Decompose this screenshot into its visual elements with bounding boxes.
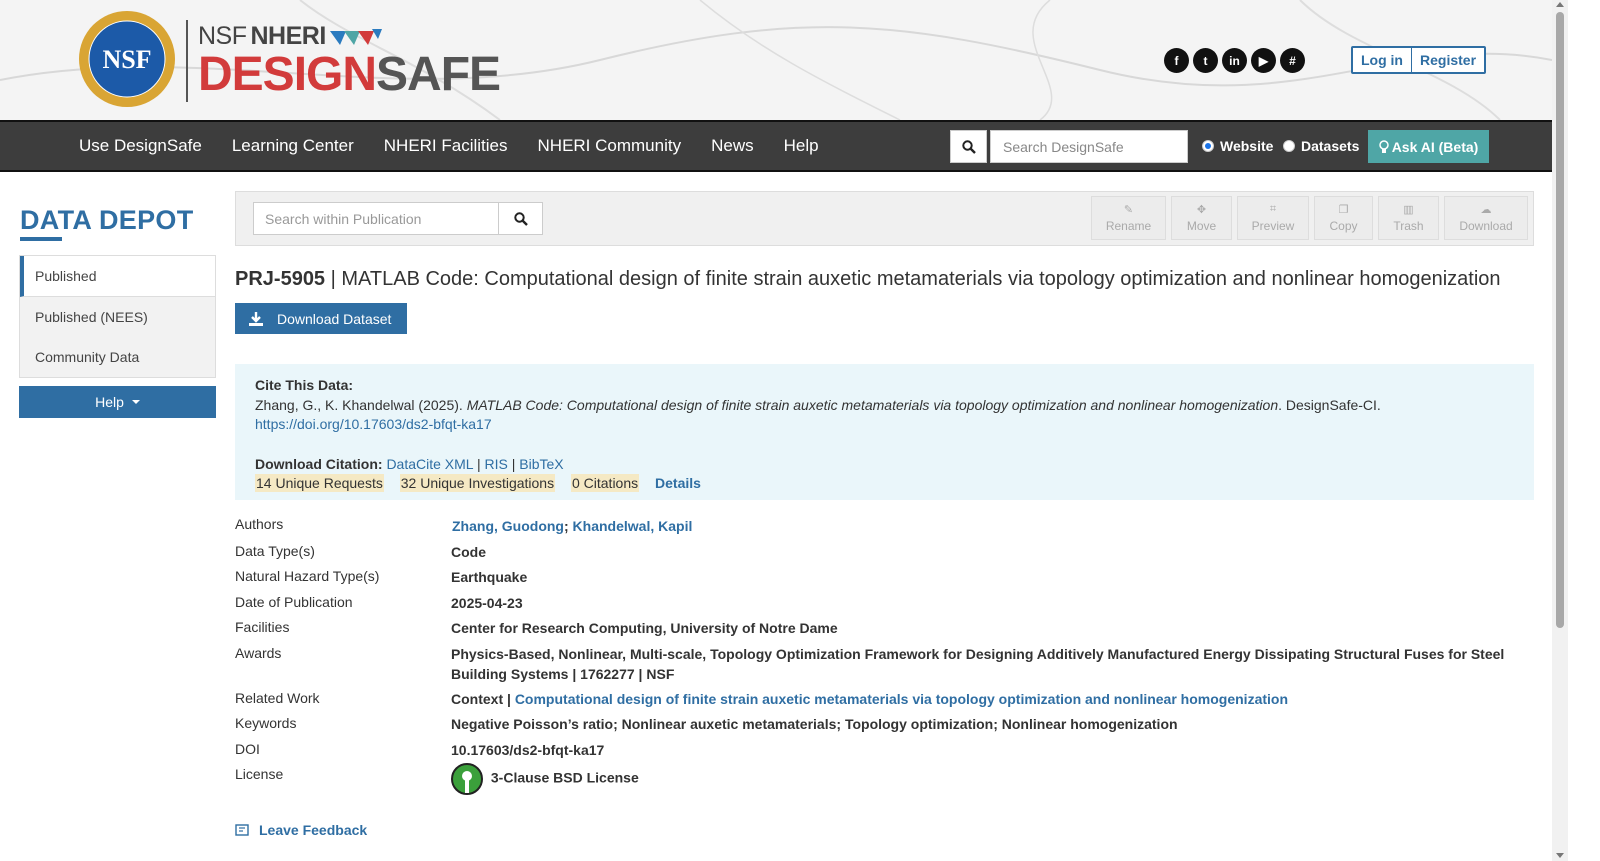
open-source-icon bbox=[451, 763, 483, 795]
scroll-down-arrow-icon[interactable] bbox=[1556, 853, 1564, 858]
main-navbar bbox=[0, 120, 1552, 172]
radio-datasets-label: Datasets bbox=[1301, 138, 1360, 154]
download-dataset-label: Download Dataset bbox=[277, 310, 392, 327]
auth-buttons bbox=[1351, 46, 1486, 74]
register-button[interactable]: Register bbox=[1420, 52, 1477, 68]
trash-label: Trash bbox=[1393, 219, 1424, 233]
meta-keywords-label: Keywords bbox=[235, 715, 297, 731]
metric-unique-investigations: 32 Unique Investigations bbox=[400, 475, 555, 491]
radio-website[interactable] bbox=[1202, 138, 1273, 154]
citation-box bbox=[235, 364, 1534, 500]
cite-label: Cite This Data: bbox=[255, 377, 354, 393]
download-icon bbox=[249, 312, 263, 326]
page-scrollbar[interactable] bbox=[1552, 0, 1568, 861]
metric-citations: 0 Citations bbox=[571, 475, 639, 491]
move-icon: ✥ bbox=[1196, 204, 1207, 216]
datacite-xml-link[interactable]: DataCite XML bbox=[386, 455, 474, 472]
cloud-download-icon: ☁ bbox=[1480, 204, 1492, 216]
meta-doi-value: 10.17603/ds2-bfqt-ka17 bbox=[451, 742, 605, 758]
trash-button[interactable] bbox=[1378, 196, 1439, 240]
logo-separator bbox=[186, 20, 188, 102]
nsf-logo[interactable] bbox=[78, 10, 176, 108]
designsafe-logo[interactable] bbox=[198, 22, 501, 101]
meta-keywords-value: Negative Poisson’s ratio; Nonlinear auxetic metamaterials; Topology optimization; Nonlinear homogenization bbox=[451, 716, 1178, 732]
binoculars-icon: ⌗ bbox=[1269, 203, 1277, 215]
ask-ai-button[interactable] bbox=[1368, 130, 1489, 163]
meta-facilities-value: Center for Research Computing, University of Notre Dame bbox=[451, 620, 838, 636]
slack-icon[interactable]: # bbox=[1280, 48, 1305, 73]
copy-icon: ❐ bbox=[1338, 204, 1349, 216]
meta-awards-label: Awards bbox=[235, 645, 282, 661]
bibtex-link[interactable]: BibTeX bbox=[519, 455, 564, 472]
meta-license-value bbox=[451, 763, 1511, 795]
nheri-waves-icon bbox=[330, 27, 382, 47]
sidebar-item-community-data[interactable]: Community Data bbox=[35, 349, 140, 365]
brand-nheri: NHERI bbox=[250, 22, 326, 50]
meta-related-value bbox=[451, 690, 1511, 710]
meta-hazard-value: Earthquake bbox=[451, 569, 528, 585]
copy-label: Copy bbox=[1329, 219, 1358, 233]
meta-authors-value: Zhang, Guodong; Khandelwal, Kapil bbox=[452, 518, 693, 534]
meta-date-label: Date of Publication bbox=[235, 594, 353, 610]
radio-website-label: Website bbox=[1220, 138, 1274, 154]
citation-doi-link[interactable]: https://doi.org/10.17603/ds2-bfqt-ka17 bbox=[255, 416, 492, 432]
author-link[interactable]: Zhang, Guodong bbox=[452, 518, 564, 534]
download-citation-label: Download Citation: bbox=[255, 455, 383, 472]
preview-label: Preview bbox=[1251, 219, 1295, 233]
scroll-up-arrow-icon[interactable] bbox=[1556, 2, 1564, 7]
metrics-details-link[interactable]: Details bbox=[655, 475, 701, 491]
scroll-thumb[interactable] bbox=[1556, 12, 1564, 628]
nsf-logo-text: NSF bbox=[102, 45, 152, 74]
nav-item-nheri-facilities[interactable]: NHERI Facilities bbox=[383, 136, 508, 155]
meta-facilities-label: Facilities bbox=[235, 619, 290, 635]
project-id: PRJ-5905 bbox=[235, 268, 326, 290]
youtube-icon[interactable]: ▶ bbox=[1251, 48, 1276, 73]
leave-feedback-label: Leave Feedback bbox=[259, 822, 368, 838]
site-search-button[interactable] bbox=[950, 130, 987, 163]
sidebar-help-button[interactable] bbox=[19, 386, 216, 418]
license-name: 3-Clause BSD License bbox=[490, 769, 639, 786]
data-depot-title: DATA DEPOT bbox=[20, 205, 194, 235]
linkedin-icon[interactable]: in bbox=[1222, 48, 1247, 73]
move-button[interactable] bbox=[1171, 196, 1232, 240]
ris-link[interactable]: RIS bbox=[484, 455, 508, 472]
download-label: Download bbox=[1459, 219, 1513, 233]
brand-safe: SAFE bbox=[376, 48, 501, 101]
trash-icon: ▥ bbox=[1403, 204, 1414, 216]
citation-publisher: . DesignSafe-CI. bbox=[1278, 396, 1381, 413]
nav-menu bbox=[64, 122, 834, 170]
move-label: Move bbox=[1186, 219, 1217, 233]
nav-item-use-designsafe[interactable]: Use DesignSafe bbox=[79, 136, 202, 155]
leave-feedback-link[interactable] bbox=[235, 822, 367, 838]
citation-authors: Zhang, G., K. Khandelwal (2025). bbox=[255, 396, 463, 413]
radio-datasets-dot[interactable] bbox=[1283, 140, 1295, 152]
radio-datasets[interactable] bbox=[1283, 138, 1359, 154]
meta-hazard-label: Natural Hazard Type(s) bbox=[235, 568, 380, 584]
sidebar-menu bbox=[19, 255, 216, 378]
sidebar-item-published-nees[interactable]: Published (NEES) bbox=[35, 309, 148, 325]
nav-item-help[interactable]: Help bbox=[783, 136, 819, 155]
download-citation: Download Citation: DataCite XML | RIS | BibTeX bbox=[255, 455, 564, 472]
lightbulb-icon bbox=[1379, 140, 1389, 154]
site-header bbox=[0, 0, 1552, 120]
meta-data-type-value: Code bbox=[451, 544, 486, 560]
caret-down-icon bbox=[132, 400, 140, 404]
publication-title: PRJ-5905 | MATLAB Code: Computational design of finite strain auxetic metamaterials via topology optimization and nonlinear homogenization bbox=[235, 268, 1501, 290]
meta-authors-label: Authors bbox=[235, 516, 284, 532]
preview-button[interactable] bbox=[1237, 196, 1309, 240]
publication-search-input[interactable] bbox=[253, 202, 499, 235]
citation-title: MATLAB Code: Computational design of finite strain auxetic metamaterials via topology optimization and nonlinear homogenization bbox=[466, 396, 1279, 413]
meta-doi-label: DOI bbox=[235, 741, 260, 757]
meta-date-value: 2025-04-23 bbox=[451, 595, 523, 611]
meta-license-label: License bbox=[235, 766, 284, 782]
search-icon bbox=[514, 212, 528, 226]
meta-awards-value: Physics-Based, Nonlinear, Multi-scale, Topology Optimization Framework for Designing Additively Manufactured Energy Dissipating Structural Fuses for Steel Building Systems | 1762277 | NSF bbox=[451, 646, 1505, 682]
nav-item-learning-center[interactable]: Learning Center bbox=[231, 136, 354, 155]
feedback-icon bbox=[235, 824, 249, 836]
facebook-icon[interactable]: f bbox=[1164, 48, 1189, 73]
sidebar-item-published[interactable]: Published bbox=[20, 256, 215, 297]
download-dataset-button[interactable] bbox=[235, 303, 407, 334]
download-button[interactable] bbox=[1444, 196, 1528, 240]
related-work-link[interactable]: Computational design of finite strain auxetic metamaterials via topology optimization and nonlinear homogenization bbox=[514, 691, 1289, 707]
citation-text bbox=[255, 396, 1514, 416]
publication-title-text: MATLAB Code: Computational design of finite strain auxetic metamaterials via topology optimization and nonlinear homogenization bbox=[341, 268, 1501, 290]
brand-nsf: NSF bbox=[198, 22, 247, 50]
search-icon bbox=[962, 140, 976, 154]
author-link[interactable]: Khandelwal, Kapil bbox=[572, 518, 693, 534]
meta-related-label: Related Work bbox=[235, 690, 320, 706]
metrics-row bbox=[255, 474, 1514, 494]
copy-button[interactable] bbox=[1314, 196, 1373, 240]
radio-website-dot[interactable] bbox=[1202, 140, 1214, 152]
login-button[interactable]: Log in bbox=[1353, 48, 1412, 72]
rename-button[interactable] bbox=[1091, 196, 1166, 240]
social-links bbox=[1164, 48, 1305, 73]
nav-item-nheri-community[interactable]: NHERI Community bbox=[537, 136, 682, 155]
pencil-icon: ✎ bbox=[1123, 204, 1134, 216]
data-depot-underline bbox=[20, 237, 62, 241]
meta-data-type-label: Data Type(s) bbox=[235, 543, 315, 559]
sidebar-help-label: Help bbox=[95, 394, 124, 410]
brand-design: DESIGN bbox=[198, 48, 377, 101]
site-search-input[interactable] bbox=[990, 130, 1188, 163]
publication-toolbar bbox=[235, 191, 1534, 246]
related-context: Context | bbox=[451, 691, 511, 707]
publication-search-button[interactable] bbox=[498, 202, 543, 235]
metric-unique-requests: 14 Unique Requests bbox=[256, 475, 383, 491]
ask-ai-label: Ask AI (Beta) bbox=[1391, 138, 1479, 155]
nav-item-news[interactable]: News bbox=[711, 136, 754, 155]
twitter-icon[interactable]: t bbox=[1193, 48, 1218, 73]
rename-label: Rename bbox=[1105, 219, 1152, 233]
